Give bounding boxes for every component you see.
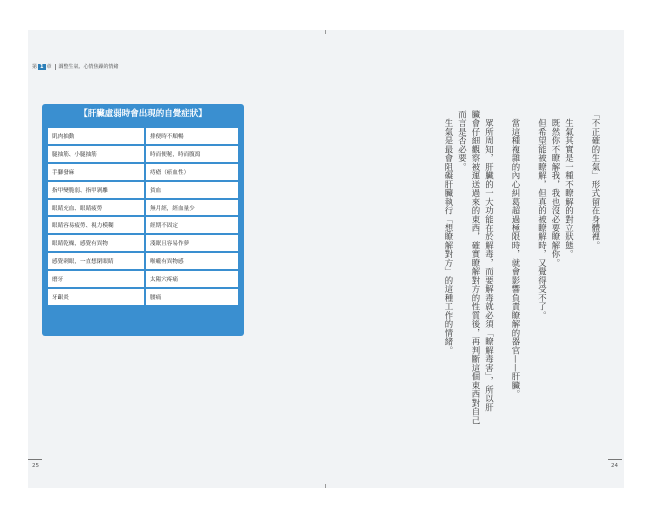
symptom-cell-left: 肌肉抽動 — [48, 128, 144, 144]
table-row — [48, 235, 238, 251]
symptom-cell-right: 排便時不順暢 — [146, 128, 238, 144]
body-text-column: 生氣是最會阻礙肝臟執行「想瞭解對方」的這種工作的情緒。 — [444, 110, 454, 355]
table-title: 【肝臟虛弱時會出現的自覺症狀】 — [79, 109, 207, 119]
body-text-column: 臟會仔細觀察被運送過來的東西，確實瞭解對方的性質後，再判斷這個東西對自己 — [471, 110, 481, 425]
symptom-cell-right: 痔瘡（瘀血性） — [146, 164, 238, 180]
running-header — [32, 63, 119, 70]
table-row — [48, 271, 238, 287]
symptom-cell-right: 貧血 — [146, 182, 238, 198]
symptom-cell-left: 磨牙 — [48, 271, 144, 287]
chapter-suffix: 章 — [46, 64, 52, 70]
symptom-cell-left: 眼睛乾燥，感覺有異物 — [48, 235, 144, 251]
table-row — [48, 182, 238, 198]
page-rule-left — [28, 459, 42, 460]
symptom-cell-left: 腿抽筋、小腿抽筋 — [48, 146, 144, 162]
body-text-column: 但希望能被瞭解，但真的被瞭解時，又覺得受不了。 — [537, 110, 548, 320]
symptom-cell-right: 淺眠且容易作夢 — [146, 235, 238, 251]
table-row — [48, 200, 238, 216]
chapter-prefix: 第 — [32, 64, 38, 70]
symptom-table — [46, 126, 240, 307]
symptom-table-box — [42, 104, 244, 336]
body-text-column: 生氣其實是一種不瞭解的對立狀態。 — [564, 110, 575, 259]
table-row — [48, 164, 238, 180]
body-text-column: 而言是否必要。 — [457, 110, 468, 172]
page-rule-right — [608, 459, 622, 460]
symptom-cell-left: 眼睛充血、眼睛疲勞 — [48, 200, 144, 216]
table-row — [48, 128, 238, 144]
table-row — [48, 146, 238, 162]
body-text-column: 「不正確的生氣」形式留在身體裡。 — [591, 110, 601, 250]
symptom-cell-left: 眼睛容易疲勞、視力模糊 — [48, 217, 144, 233]
body-text-column: 眾所周知，肝臟的一大功能在於解毒，而要解毒就必須「瞭解毒害」，所以肝 — [484, 110, 495, 412]
table-row — [48, 217, 238, 233]
symptom-cell-right: 經期不固定 — [146, 217, 238, 233]
crop-mark-top — [325, 30, 326, 34]
symptom-cell-left: 感覺刺眼，一直想閉眼睛 — [48, 253, 144, 269]
crop-mark-bottom — [325, 484, 326, 488]
chapter-title: 調整生氣、心情焦躁的情緒 — [58, 64, 119, 70]
symptom-cell-right: 時而便秘，時而腹瀉 — [146, 146, 238, 162]
symptom-cell-right: 無月經，經血量少 — [146, 200, 238, 216]
page-number-right: 24 — [611, 463, 618, 469]
page-number-left: 25 — [32, 463, 39, 469]
body-text-column: 當這種複雜的內心糾葛超過極限時，就會影響負責瞭解的器官——肝臟。 — [511, 110, 521, 399]
table-row — [48, 289, 238, 305]
body-text-column: 既然你不瞭解我，我也沒必要瞭解你。 — [551, 110, 561, 268]
symptom-cell-left: 指甲變脆弱、指甲剝離 — [48, 182, 144, 198]
symptom-cell-right: 腰痛 — [146, 289, 238, 305]
header-divider — [55, 64, 56, 70]
symptom-cell-left: 牙齦炎 — [48, 289, 144, 305]
symptom-cell-right: 太陽穴疼痛 — [146, 271, 238, 287]
table-row — [48, 253, 238, 269]
symptom-cell-right: 喉嚨有異物感 — [146, 253, 238, 269]
symptom-cell-left: 手腳發麻 — [48, 164, 144, 180]
chapter-number: 1 — [40, 64, 44, 70]
